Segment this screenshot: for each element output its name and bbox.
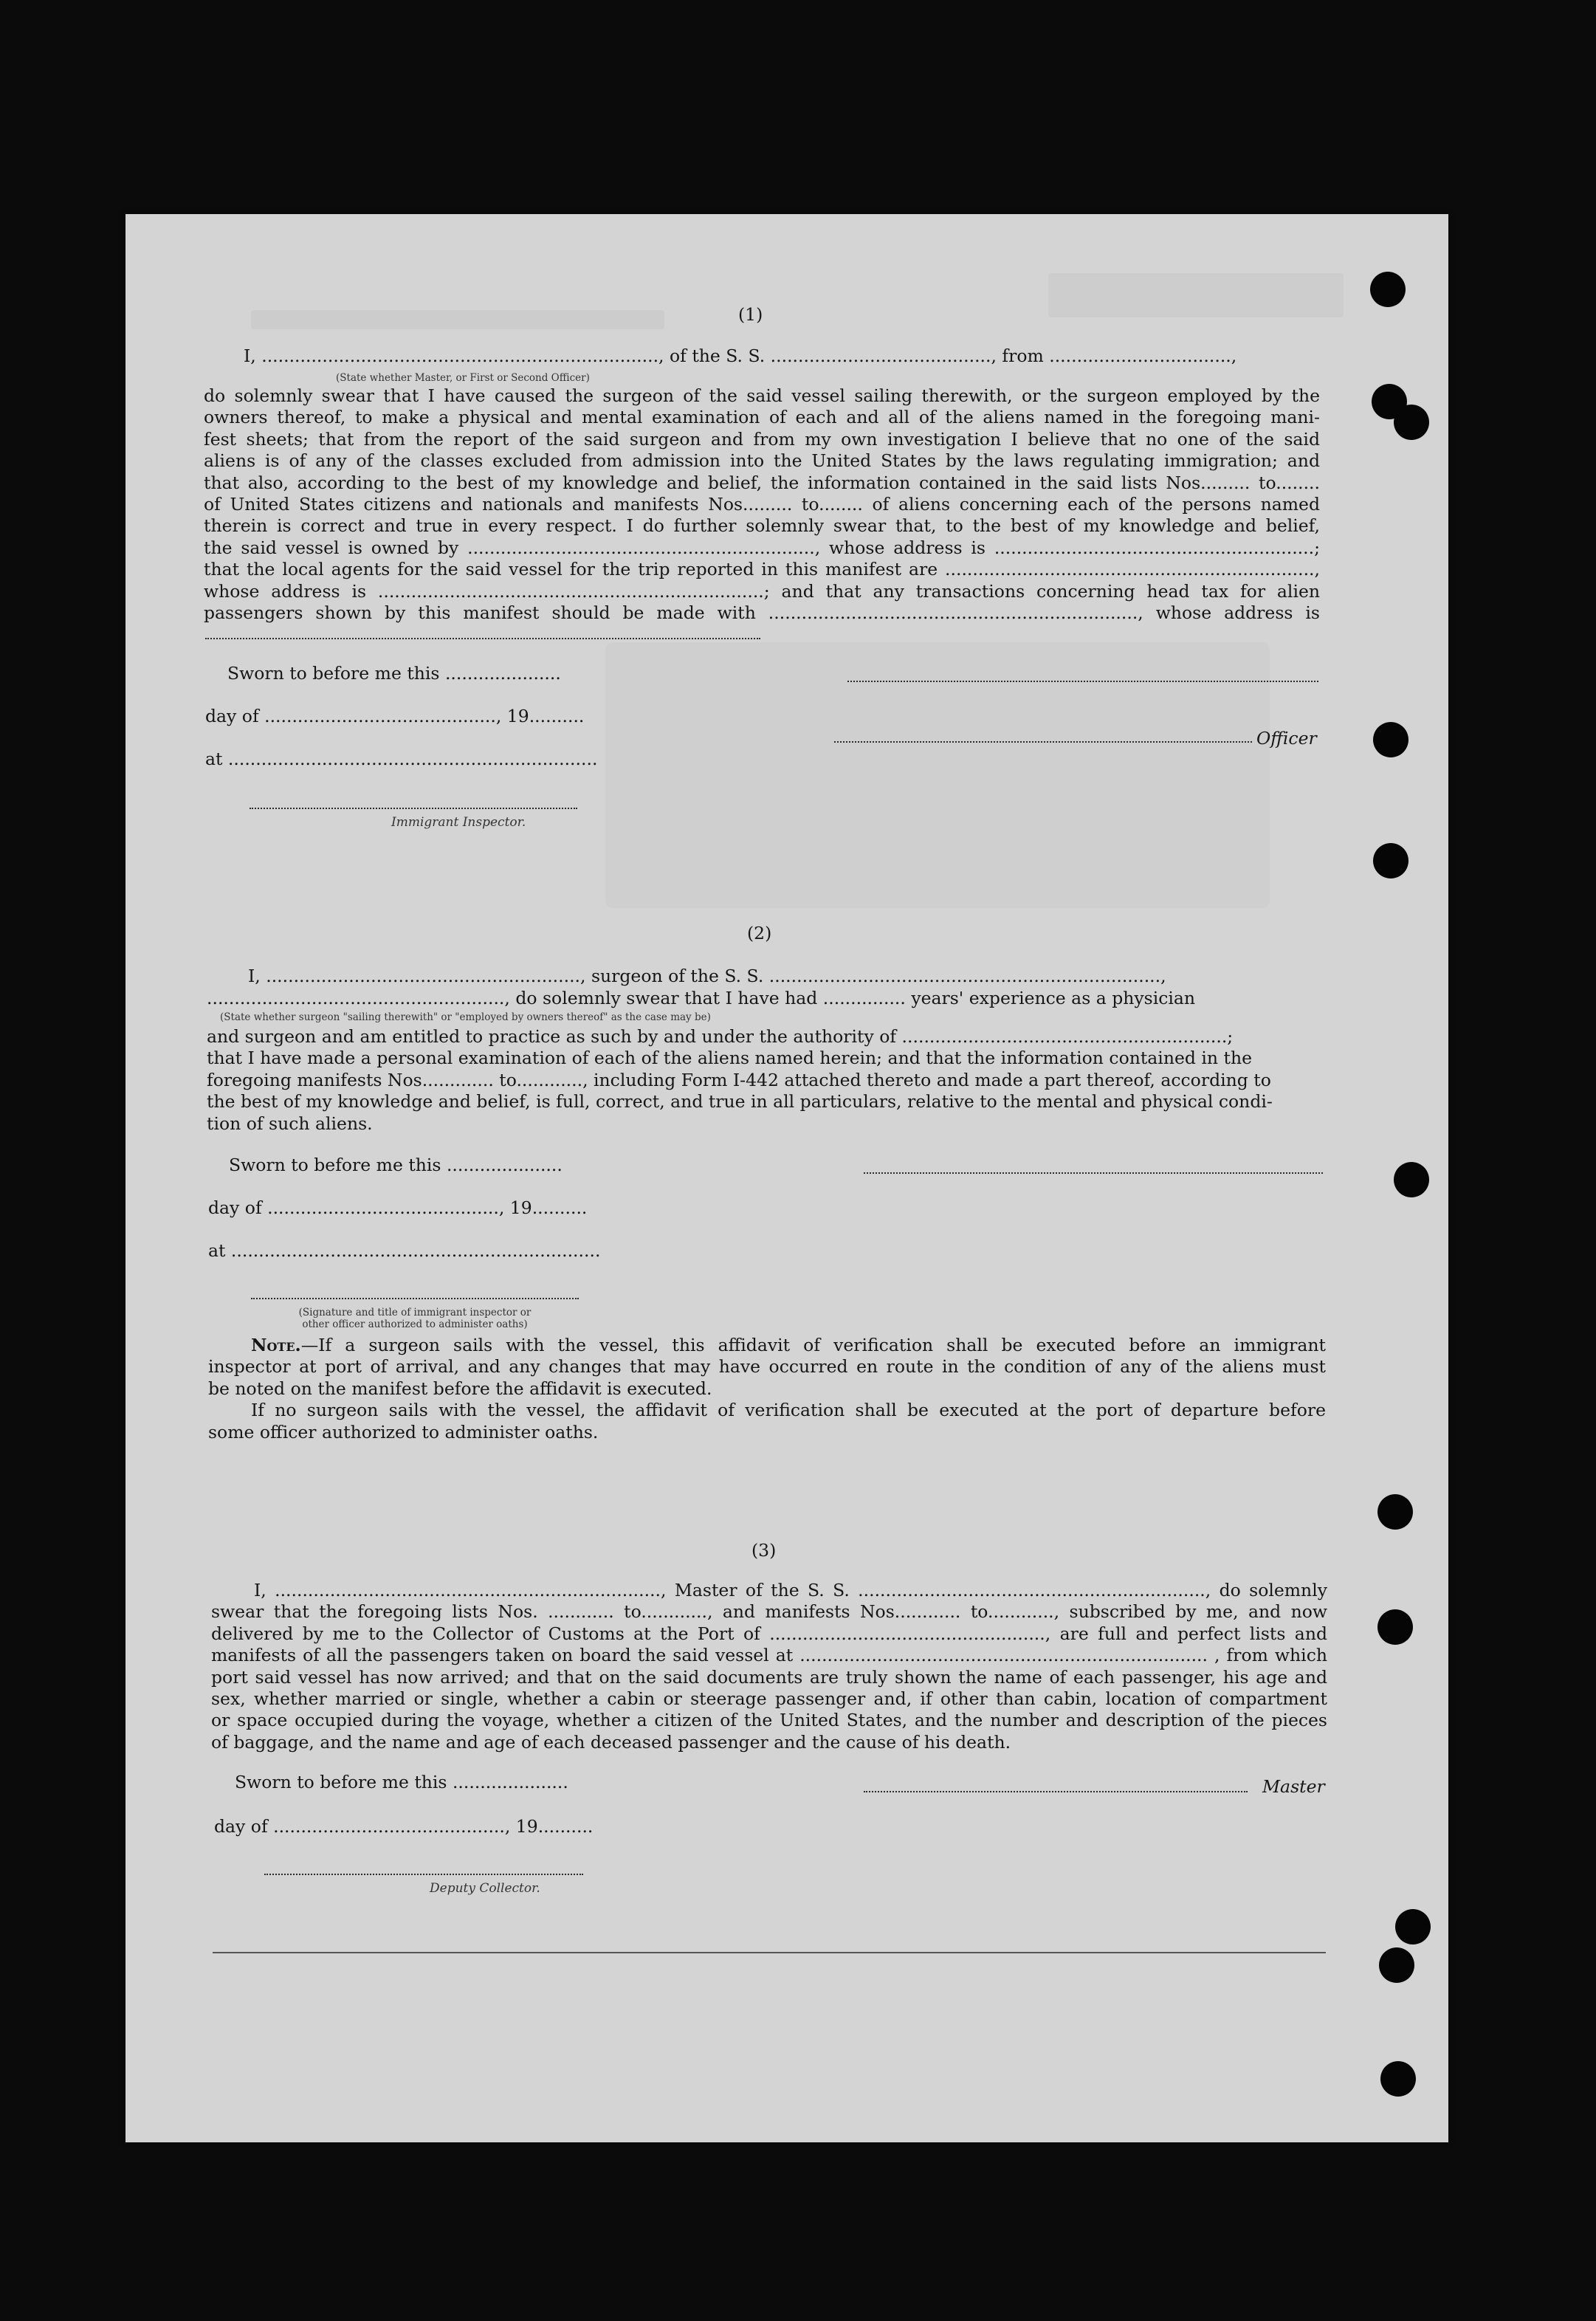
section-1-caption: (State whether Master, or First or Second Officer) [336,372,590,384]
oath-line: owners thereof, to make a physical and mental examination of each and all of the aliens named in the foregoing mani- [204,407,1320,428]
oath-line: of baggage, and the name and age of each deceased passenger and the cause of his death. [211,1731,1011,1753]
sworn-before-line: Sworn to before me this ..................... [227,663,561,684]
deputy-signature-line [264,1874,583,1875]
section-2-caption: (State whether surgeon "sailing therewith" or "employed by owners thereof" as the case may be) [220,1011,711,1023]
signature-caption: other officer authorized to administer oaths) [302,1318,528,1330]
section-1-first-line: I, ........................................................................, of the S. S. ........................................, from ................................., [244,345,1237,366]
oath-line: aliens is of any of the classes excluded from admission into the United States by the laws regulating immigration; and [204,450,1320,472]
binder-hole [1377,1609,1413,1645]
signature-caption: (Signature and title of immigrant inspector or [298,1307,532,1318]
oath-line: that the local agents for the said vessel for the trip reported in this manifest are ..................................................................., [204,559,1320,580]
oath-line: port said vessel has now arrived; and that on the said documents are truly shown the name of each passenger, his age and [211,1666,1327,1688]
oath-line: delivered by me to the Collector of Customs at the Port of .................................................., are full and perfect lists and [211,1623,1327,1644]
oath-line: passengers shown by this manifest should be made with ..................................................................., whose address is [204,602,1320,624]
binder-hole [1377,1494,1413,1530]
oath-line: foregoing manifests Nos............. to............, including Form I-442 attached thereto and made a part thereof, according to [207,1069,1271,1090]
oath-line: do solemnly swear that I have caused the surgeon of the said vessel sailing therewith, or the surgeon employed by the [204,385,1320,406]
officer-signature-line [834,741,1252,743]
address-blank-line [205,638,760,639]
bleed-through-mark [251,310,664,329]
immigrant-inspector-label: Immigrant Inspector. [391,815,526,830]
binder-hole [1395,1909,1431,1945]
bottom-rule [213,1952,1326,1953]
sworn-before-line: Sworn to before me this ..................... [229,1155,563,1175]
note-line: some officer authorized to administer oaths. [208,1421,599,1443]
binder-hole [1380,2061,1416,2097]
section-2-oath-text [207,1026,1324,1135]
officer-signature-line-upper [847,681,1318,682]
oath-line: tion of such aliens. [207,1113,373,1134]
note-line-text: —If a surgeon sails with the vessel, this affidavit of verification shall be executed before an immigrant [300,1335,1326,1355]
section-3-oath-text [211,1580,1327,1753]
oath-line: of United States citizens and nationals and manifests Nos......... to........ of aliens concerning each of the persons named [204,494,1320,515]
oath-line: the best of my knowledge and belief, is full, correct, and true in all particulars, relative to the mental and physical condi- [207,1091,1273,1113]
inspector-signature-line [251,1298,579,1299]
bleed-through-mark [605,642,1270,908]
oath-line: therein is correct and true in every respect. I do further solemnly swear that, to the best of my knowledge and belief, [204,515,1320,537]
oath-line: that I have made a personal examination of each of the aliens named herein; and that the information contained in the [207,1048,1252,1069]
note-line: be noted on the manifest before the affidavit is executed. [208,1378,712,1399]
inspector-signature-line [250,808,577,809]
day-of-line: day of .........................................., 19.......... [214,1816,594,1837]
oath-line: swear that the foregoing lists Nos. ............ to............, and manifests Nos............ to............, subscribed by me, and now [211,1601,1327,1623]
oath-line: or space occupied during the voyage, whether a citizen of the United States, and the number and description of the pieces [211,1710,1327,1731]
at-line: at ................................................................... [208,1240,601,1261]
binder-hole [1379,1947,1414,1983]
deputy-collector-label: Deputy Collector. [430,1881,540,1896]
note-label: Note. [251,1335,301,1355]
binder-hole [1370,272,1406,307]
day-of-line: day of .........................................., 19.......... [208,1197,588,1218]
oath-line: I, ......................................................................, Master of the S. S. ..............................................................., do solemnly [254,1580,1327,1600]
oath-line: sex, whether married or single, whether a cabin or steerage passenger and, if other than cabin, location of compartment [211,1688,1327,1710]
section-2-number: (2) [747,923,772,943]
bleed-through-mark [1048,273,1344,317]
section-2-first-line: I, ........................................................., surgeon of the S. S. ......................................................................., [248,966,1166,986]
oath-line: fest sheets; that from the report of the said surgeon and from my own investigation I believe that no one of the said [204,428,1320,450]
binder-hole [1373,843,1408,878]
day-of-line: day of .........................................., 19.......... [205,706,585,726]
binder-hole [1394,1162,1429,1197]
oath-line: the said vessel is owned by ..............................................................., whose address is ..........................................................; [204,537,1320,558]
section-2-second-line: ......................................................, do solemnly swear that I have had ............... years' experience as a physician [207,988,1196,1008]
at-line: at ................................................................... [205,749,598,769]
section-1-oath-text [204,385,1320,624]
note-text [208,1335,1326,1443]
oath-line: manifests of all the passengers taken on board the said vessel at .......................................................................... , from which [211,1645,1327,1666]
binder-hole [1394,405,1429,440]
section-1-number: (1) [738,304,763,325]
master-signature-line [864,1791,1248,1792]
officer-label: Officer [1256,728,1317,749]
section-3-number: (3) [751,1540,777,1561]
surgeon-signature-line [864,1172,1323,1174]
binder-hole [1373,722,1408,757]
note-line: If no surgeon sails with the vessel, the affidavit of verification shall be executed at the port of departure before [251,1400,1326,1421]
oath-line: and surgeon and am entitled to practice as such by and under the authority of ...........................................................; [207,1026,1234,1047]
oath-line: that also, according to the best of my knowledge and belief, the information contained in the said lists Nos......... to........ [204,472,1320,493]
master-label: Master [1262,1776,1325,1797]
note-line [208,1335,1326,1356]
sworn-before-line: Sworn to before me this ..................... [235,1772,568,1792]
oath-line: whose address is ......................................................................; and that any transactions concerning head tax for alien [204,580,1320,602]
note-line: inspector at port of arrival, and any changes that may have occurred en route in the condition of any of the aliens must [208,1356,1326,1378]
